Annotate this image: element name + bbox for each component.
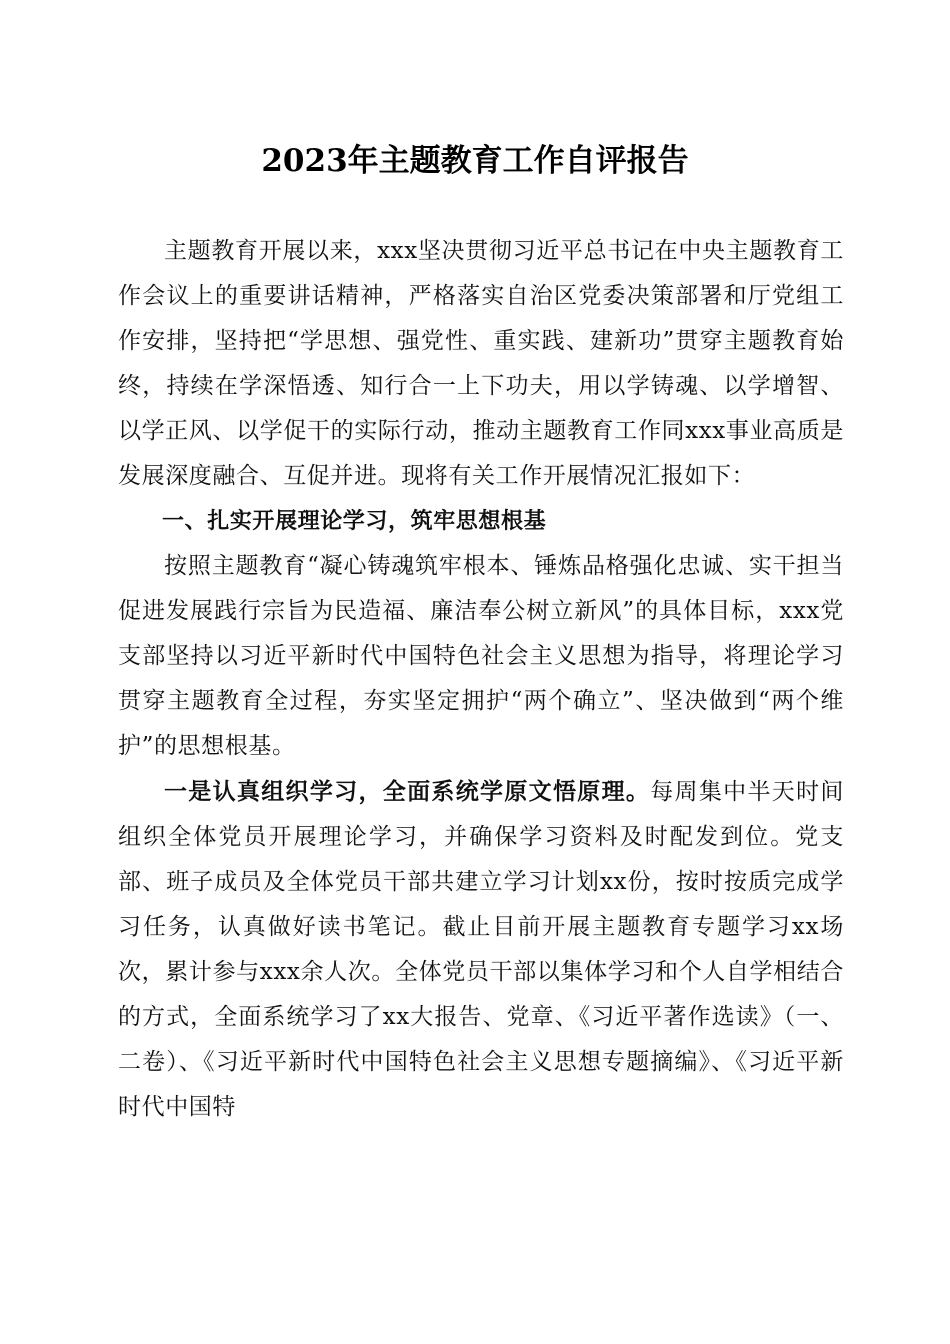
point-lead: 一是认真组织学习，全面系统学原文悟原理。 [164,778,651,805]
section-heading: 一、扎实开展理论学习，筑牢思想根基 [162,509,547,534]
document-body [118,229,844,1130]
section-paragraph: 按照主题教育“凝心铸魂筑牢根本、锤炼品格强化忠诚、实干担当促进发展践行宗旨为民造福、廉洁奉公树立新风”的具体目标，xxx党支部坚持以习近平新时代中国特色社会主义思想为指导，将理论学习贯穿主题教育全过程，夯实坚定拥护“两个确立”、坚决做到“两个维护”的思想根基。 [118,553,844,759]
document-title: 2023年主题教育工作自评报告 [261,143,689,179]
point-paragraph [118,769,844,1130]
intro-paragraph: 主题教育开展以来，xxx坚决贯彻习近平总书记在中央主题教育工作会议上的重要讲话精神，严格落实自治区党委决策部署和厅党组工作安排，坚持把“学思想、强党性、重实践、建新功”贯穿主题教育始终，持续在学深悟透、知行合一上下功夫，用以学铸魂、以学增智、以学正风、以学促干的实际行动，推动主题教育工作同xxx事业高质是发展深度融合、互促并进。现将有关工作开展情况汇报如下： [118,238,844,489]
point-body: 每周集中半天时间组织全体党员开展理论学习，并确保学习资料及时配发到位。党支部、班子成员及全体党员干部共建立学习计划xx份，按时按质完成学习任务，认真做好读书笔记。截止目前开展主题教育专题学习xx场次，累计参与xxx余人次。全体党员干部以集体学习和个人自学相结合的方式，全面系统学习了xx大报告、党章、《习近平著作选读》（一、二卷）、《习近平新时代中国特色社会主义思想专题摘编》、《习近平新时代中国特 [118,779,844,1120]
